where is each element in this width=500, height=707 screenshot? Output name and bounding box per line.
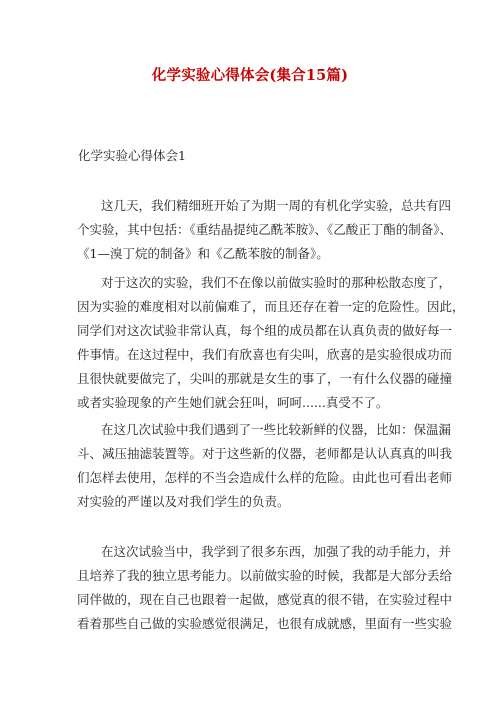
paragraph-line: 斗、减压抽滤装置等。对于这些新的仪器，老师都是认认真真的叫我 (77, 446, 453, 461)
paragraph-line: 在这次试验当中，我学到了很多东西，加强了我的动手能力，并 (101, 544, 452, 559)
paragraph-line: 因为实验的难度相对以前偏难了，而且还存在着一定的危险性。因此， (77, 299, 465, 314)
paragraph-4 (77, 540, 453, 636)
paragraph-line: 们怎样去使用，怎样的不当会造成什么样的危险。由此也可看出老师 (77, 470, 453, 485)
paragraph-line: 对实验的严谨以及对我们学生的负责。 (77, 494, 290, 509)
paragraph-1 (77, 194, 453, 266)
paragraph-line: 件事情。在这过程中，我们有欣喜也有尖叫，欣喜的是实验很成功而 (77, 347, 453, 362)
paragraph-line: 对于这次的实验，我们不在像以前做实验时的那种松散态度了， (101, 275, 452, 290)
paragraph-line: 同伴做的，现在自己也跟着一起做，感觉真的很不错，在实验过程中 (77, 592, 453, 607)
paragraph-2 (77, 271, 465, 415)
section-heading: 化学实验心得体会1 (78, 148, 186, 163)
paragraph-3 (77, 418, 453, 514)
paragraph-line: 或者实验现象的产生她们就会狂叫，呵呵......真受不了。 (77, 395, 389, 410)
paragraph-line: 看着那些自己做的实验感觉很满足，也很有成就感，里面有一些实验 (77, 616, 453, 631)
paragraph-line: 这几天，我们精细班开始了为期一周的有机化学实验，总共有四 (101, 198, 452, 213)
paragraph-line: 个实验，其中包括：《重结晶提纯乙酰苯胺》、《乙酸正丁酯的制备》、 (77, 222, 453, 237)
paragraph-line: 且培养了我的独立思考能力。以前做实验的时候，我都是大部分丢给 (77, 568, 453, 583)
paragraph-line: 且很快就要做完了，尖叫的那就是女生的事了，一有什么仪器的碰撞 (77, 371, 453, 386)
paragraph-line: 在这几次试验中我们遇到了一些比较新鲜的仪器，比如：保温漏 (101, 422, 452, 437)
document-title: 化学实验心得体会(集合15篇) (151, 67, 349, 84)
paragraph-line: 《1—溴丁烷的制备》和《乙酰苯胺的制备》。 (77, 246, 329, 261)
paragraph-line: 同学们对这次试验非常认真，每个组的成员都在认真负责的做好每一 (77, 323, 453, 338)
